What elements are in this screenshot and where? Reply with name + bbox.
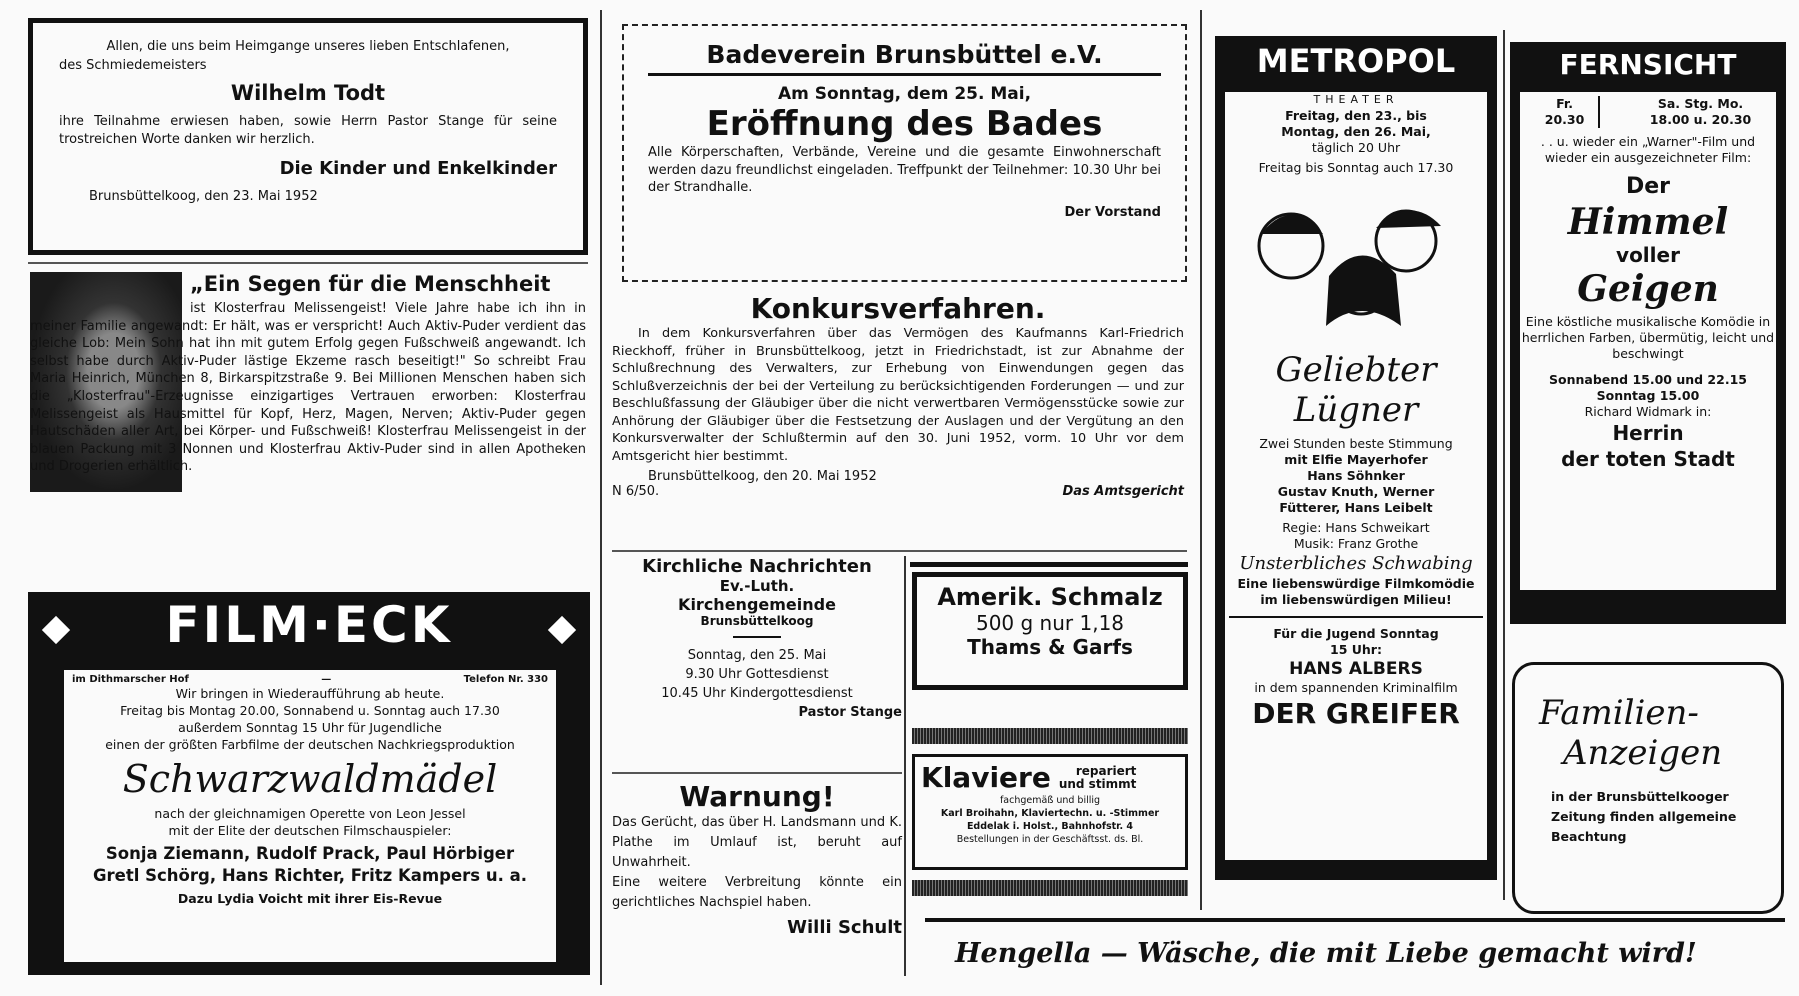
divider	[612, 550, 1187, 552]
klavier-ad	[912, 754, 1188, 870]
text: Sa. Stg. Mo.	[1657, 96, 1744, 111]
film-eck-ad	[28, 592, 590, 975]
text: des Schmiedemeisters	[59, 58, 207, 73]
deceased-name: Wilhelm Todt	[230, 81, 386, 105]
metropol-ad	[1215, 36, 1497, 880]
ad-title: Klaviere	[921, 761, 1051, 794]
text: Montag, den 26. Mai,	[1281, 124, 1431, 139]
text: Dazu Lydia Voicht mit ihrer Eis-Revue	[177, 891, 443, 906]
event-title: Eröffnung des Bades	[706, 104, 1103, 144]
ad-body: ist Klosterfrau Melissengeist! Viele Jahre habe ich ihn in meiner Familie angewandt: Er hält, was er verspricht! Auch Aktiv-Puder verdient das gleiche Lob: Mein Sohn hat ihn mit gutem Erfolg gegen Fußschweiß angewandt. Ich selbst habe durch Aktiv-Puder lästige Ekzeme rasch beseitigt!" So schreibt Frau Maria Heinrich, München 8, Birkarspitzstraße 9. Bei Millionen Menschen haben sich die „Klosterfrau"-Erzeugnisse einzigartiges Vertrauen erworben: Klosterfrau Melissengeist als Hausmittel für Kopf, Herz, Magen, Nerven; Aktiv-Puder gegen Hautschäden aller Art, bei Körper- und Fußschweiß! Klosterfrau Melissengeist in der blauen Packung mit 3 Nonnen und Klosterfrau Aktiv-Puder sind in allen Apotheken und Drogerien erhältlich.	[30, 301, 586, 475]
date: Am Sonntag, dem 25. Mai,	[777, 84, 1032, 104]
text: ihre Teilnahme erwiesen haben, sowie Herrn Pastor Stange für seine trostreichen Worte danken wir herzlich.	[59, 114, 557, 147]
film-title: Schwarzwaldmädel	[122, 757, 498, 801]
film-title: voller	[1616, 243, 1680, 267]
heading: Kirchliche Nachrichten	[642, 556, 872, 577]
film-title: Herrin	[1612, 421, 1684, 445]
divider	[733, 636, 781, 638]
text: einen der größten Farbfilme der deutschen Nachkriegsproduktion	[105, 737, 515, 752]
cast: Gustav Knuth, Werner	[1277, 484, 1435, 499]
body: Alle Körperschaften, Verbände, Vereine und die gesamte Einwohnerschaft werden dazu freundlichst eingeladen. Treffpunkt der Teilnehmer: 10.30 Uhr bei der Strandhalle.	[648, 145, 1161, 195]
text: Für die Jugend Sonntag	[1273, 626, 1439, 641]
fernsicht-ad	[1510, 42, 1786, 624]
familien-anzeigen-ad	[1512, 662, 1784, 914]
signature: Der Vorstand	[1064, 204, 1161, 220]
text: und stimmt	[1058, 776, 1137, 791]
film-title: Geliebter Lügner	[1275, 350, 1437, 430]
signature: Das Amtsgericht	[1062, 484, 1184, 499]
text: Freitag bis Montag 20.00, Sonnabend u. Sonntag auch 17.30	[120, 703, 500, 718]
badeverein-ad	[622, 24, 1187, 282]
text: nach der gleichnamigen Operette von Leon Jessel	[154, 806, 466, 821]
text: Eine liebenswürdige Filmkomödie	[1237, 576, 1475, 591]
cinema-title: FERNSICHT	[1559, 48, 1737, 81]
text: 10.45 Uhr Kindergottesdienst	[661, 686, 853, 701]
price: 500 g nur 1,18	[975, 611, 1125, 635]
text: Brunsbüttelkoog	[700, 614, 814, 628]
phone: Telefon Nr. 330	[463, 674, 548, 685]
text: Bestellungen in der Geschäftsst. ds. Bl.	[956, 834, 1144, 845]
text: Karl Broihahn, Klaviertechn. u. -Stimmer	[940, 808, 1160, 819]
text: Richard Widmark in:	[1584, 404, 1712, 419]
venue: im Dithmarscher Hof	[72, 674, 189, 685]
text: Kirchengemeinde	[678, 595, 836, 614]
ad-title: Familien-	[1539, 693, 1699, 733]
film-title: DER GREIFER	[1252, 697, 1460, 730]
text: Eine köstliche musikalische Komödie in herrlichen Farben, übermütig, leicht und beschwingt	[1521, 314, 1775, 361]
film-illustration	[1231, 186, 1481, 346]
text: Ev.-Luth.	[719, 577, 795, 595]
film-title: Geigen	[1577, 268, 1719, 310]
klosterfrau-ad	[30, 272, 586, 577]
text: Sonnabend 15.00 und 22.15	[1549, 372, 1747, 387]
hengella-slogan: Hengella — Wäsche, die mit Liebe gemacht wird!	[955, 938, 1697, 969]
text: Freitag, den 23., bis	[1285, 108, 1427, 123]
divider	[28, 262, 588, 264]
column-rule	[1503, 30, 1505, 900]
cast: Hans Söhnker	[1307, 468, 1405, 483]
cinema-title: METROPOL	[1256, 42, 1456, 80]
text: 15 Uhr:	[1330, 642, 1382, 657]
bar	[910, 562, 1188, 567]
text: repariert	[1075, 763, 1137, 778]
signature: Willi Schult	[787, 917, 902, 938]
text: fachgemäß und billig	[999, 795, 1101, 806]
ad-headline: „Ein Segen für die Menschheit	[190, 272, 551, 296]
text: . . u. wieder ein „Warner"-Film und wieder ein ausgezeichneter Film:	[1540, 134, 1756, 165]
signature: Die Kinder und Enkelkinder	[279, 158, 557, 179]
club-name: Badeverein Brunsbüttel e.V.	[648, 40, 1161, 76]
notice-title: Warnung!	[679, 780, 835, 813]
text: außerdem Sonntag 15 Uhr für Jugendliche	[178, 720, 442, 735]
warning-notice	[612, 780, 902, 938]
text: Sonntag 15.00	[1596, 388, 1700, 403]
cast: Sonja Ziemann, Rudolf Prack, Paul Hörbiger	[105, 844, 515, 863]
column-rule	[1200, 10, 1202, 910]
tagline: Unsterbliches Schwabing	[1239, 553, 1473, 574]
text: 20.30	[1544, 112, 1585, 127]
text: Regie: Hans Schweikart	[1282, 520, 1430, 535]
signature: Pastor Stange	[798, 705, 902, 720]
column-rule	[600, 10, 602, 985]
subtitle: THEATER	[1313, 93, 1399, 106]
body: Das Gerücht, das über H. Landsmann und K. Plathe im Umlauf ist, beruht auf Unwahrheit.	[612, 815, 902, 870]
todt-notice	[28, 18, 588, 255]
text: Zwei Stunden beste Stimmung	[1259, 436, 1453, 451]
text: Musik: Franz Grothe	[1293, 536, 1419, 551]
divider	[612, 772, 902, 774]
text: Sonntag, den 25. Mai	[687, 648, 827, 663]
text: Fr.	[1556, 96, 1573, 111]
cast: mit Elfie Mayerhofer	[1284, 452, 1428, 467]
text: Eddelak i. Holst., Bahnhofstr. 4	[966, 821, 1134, 832]
product: Amerik. Schmalz	[937, 583, 1163, 611]
text: im liebenswürdigen Milieu!	[1260, 592, 1452, 607]
text: Allen, die uns beim Heimgange unseres lieben Entschlafenen,	[106, 39, 510, 54]
place-date: Brunsbüttelkoog, den 23. Mai 1952	[89, 189, 318, 204]
decorative-stripe	[912, 728, 1188, 744]
body: Eine weitere Verbreitung könnte ein gerichtliches Nachspiel haben.	[612, 875, 902, 910]
text: täglich 20 Uhr	[1311, 140, 1401, 155]
church-notices	[612, 556, 902, 722]
film-title: Der	[1625, 174, 1671, 199]
text: Wir bringen in Wiederaufführung ab heute.	[175, 686, 445, 701]
text: in dem spannenden Kriminalfilm	[1254, 680, 1458, 695]
cast: Gretl Schörg, Hans Richter, Fritz Kampers u. a.	[92, 866, 528, 885]
shop: Thams & Garfs	[967, 635, 1133, 659]
film-title: Himmel	[1567, 201, 1729, 243]
text: mit der Elite der deutschen Filmschauspieler:	[168, 823, 452, 838]
text: 18.00 u. 20.30	[1649, 112, 1752, 127]
cast: Fütterer, Hans Leibelt	[1279, 500, 1433, 515]
konkurs-notice	[612, 292, 1184, 499]
text: 9.30 Uhr Gottesdienst	[685, 667, 829, 682]
reference: N 6/50.	[612, 484, 660, 499]
body: In dem Konkursverfahren über das Vermögen des Kaufmanns Karl-Friedrich Rieckhoff, früher in Brunsbüttelkoog, jetzt in Friedrichstadt, ist zur Abnahme der Schlußrechnung des Verwalters, zur Erhebung von Einwendungen gegen das Schlußverzeichnis der bei der Verteilung zu berücksichtigenden Forderungen — und zur Beschlußfassung der Gläubiger über die nicht verwertbaren Vermögensstücke sowie zur Anhörung der Gläubiger über die Festsetzung der Auslagen und der Vergütung an den Konkursverwalter der Schlußtermin auf den 30. Juni 1952, vorm. 10 Uhr vor dem Amtsgericht hier bestimmt.	[612, 326, 1184, 464]
body: in der Brunsbüttelkooger Zeitung finden allgemeine Beachtung	[1551, 789, 1737, 844]
film-title: der toten Stadt	[1561, 447, 1735, 471]
place-date: Brunsbüttelkoog, den 20. Mai 1952	[648, 469, 877, 484]
dash: —	[321, 674, 332, 685]
schmalz-ad	[912, 572, 1188, 690]
decorative-stripe	[912, 880, 1188, 896]
bar	[925, 918, 1785, 922]
ad-title: Anzeigen	[1563, 733, 1723, 773]
notice-title: Konkursverfahren.	[750, 292, 1046, 325]
column-rule	[904, 556, 906, 976]
cinema-title: FILM·ECK	[165, 596, 453, 654]
text: Freitag bis Sonntag auch 17.30	[1258, 160, 1454, 175]
actor: HANS ALBERS	[1289, 659, 1423, 679]
